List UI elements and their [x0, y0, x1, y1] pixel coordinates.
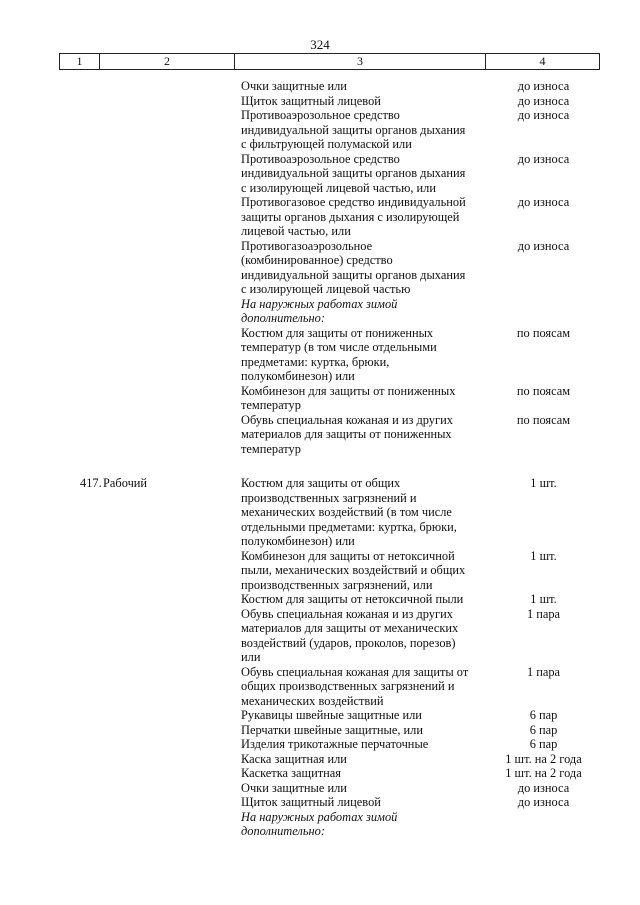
section-note — [0, 810, 640, 839]
item-description: Противогазовое средство индивидуальной защиты органов дыхания с изолирующей лицевой частью, или — [241, 195, 466, 238]
item-norm — [481, 810, 606, 839]
item-description: На наружных работах зимой дополнительно: — [241, 809, 398, 838]
table-body — [0, 79, 640, 839]
table-row — [0, 195, 640, 239]
item-norm: 1 пара — [526, 606, 561, 621]
table-row — [0, 708, 640, 723]
item-norm: 1 пара — [526, 664, 561, 679]
table-row — [0, 592, 640, 607]
item-norm: 1 шт. — [530, 476, 557, 490]
table-row — [0, 239, 640, 297]
item-norm: до износа — [517, 795, 570, 809]
item-description: Обувь специальная кожаная и из других материалов для защиты от механических воздействий (ударов, проколов, порезов) или — [241, 606, 459, 664]
table-row — [0, 737, 640, 752]
table-row — [0, 795, 640, 810]
item-description: Каска защитная или — [241, 751, 347, 766]
item-norm: 1 шт. на 2 года — [505, 751, 582, 766]
section-note — [0, 297, 640, 326]
table-row — [0, 781, 640, 796]
item-description: Костюм для защиты от пониженных температур (в том числе отдельными предметами: куртка, брюки, полукомбинезон) или — [241, 325, 437, 383]
column-header-row — [59, 53, 600, 70]
item-norm: 6 пар — [529, 722, 558, 737]
column-header-2: 2 — [100, 54, 235, 69]
item-norm: до износа — [517, 79, 570, 93]
item-description: Костюм для защиты от нетоксичной пыли — [241, 592, 464, 606]
page-number: 324 — [310, 37, 330, 52]
table-row — [0, 766, 640, 781]
item-norm: по поясам — [516, 412, 571, 427]
item-description: Щиток защитный лицевой — [241, 93, 381, 108]
item-description: Комбинезон для защиты от пониженных температур — [241, 383, 456, 412]
item-description: Обувь специальная кожаная для защиты от общих производственных загрязнений и механических воздействий — [241, 664, 469, 708]
table-row — [0, 549, 640, 593]
column-header-3: 3 — [235, 54, 486, 69]
item-description: Комбинезон для защиты от нетоксичной пыли, механических воздействий и общих производственных загрязнений, или — [241, 548, 466, 592]
table-row — [0, 94, 640, 109]
item-norm: 1 шт. на 2 года — [505, 766, 582, 780]
item-description: Изделия трикотажные перчаточные — [241, 737, 429, 751]
table-row — [0, 79, 640, 94]
item-norm: до износа — [517, 238, 570, 253]
item-description: Противоаэрозольное средство индивидуальной защиты органов дыхания с изолирующей лицевой частью, или — [241, 151, 466, 195]
item-norm: до износа — [517, 93, 570, 108]
column-header-4: 4 — [539, 54, 546, 68]
item-description: Очки защитные или — [241, 780, 347, 795]
item-norm: до износа — [517, 780, 570, 795]
table-row — [0, 723, 640, 738]
item-description: Щиток защитный лицевой — [241, 795, 381, 809]
table-row — [0, 384, 640, 413]
table-row — [0, 665, 640, 709]
entry-417 — [0, 476, 640, 839]
item-description: На наружных работах зимой дополнительно: — [241, 296, 398, 325]
item-description: Противогазоаэрозольное (комбинированное) средство индивидуальной защиты органов дыхания с изолирующей лицевой частью — [241, 238, 466, 296]
occupation-name: Рабочий — [103, 476, 148, 490]
item-norm: 1 шт. — [530, 548, 557, 563]
item-norm: до износа — [517, 195, 570, 209]
item-description: Противоаэрозольное средство индивидуальной защиты органов дыхания с фильтрующей полумаской или — [241, 108, 466, 151]
table-row — [0, 607, 640, 665]
continued-entry — [0, 79, 640, 456]
item-description: Каскетка защитная — [241, 766, 341, 780]
item-description: Очки защитные или — [241, 79, 347, 93]
item-norm: 1 шт. — [530, 592, 557, 606]
table-row — [0, 152, 640, 196]
entry-number: 417. — [80, 476, 102, 490]
item-description: Обувь специальная кожаная и из других материалов для защиты от пониженных температур — [241, 412, 453, 456]
item-norm: по поясам — [516, 325, 571, 340]
column-header-1: 1 — [60, 54, 100, 69]
table-row — [0, 413, 640, 457]
item-description: Костюм для защиты от общих производственных загрязнений и механических воздействий (в том числе отдельными предметами: куртка, брюки, полукомбинезон) или — [241, 476, 457, 548]
entry-separator — [0, 456, 640, 476]
item-description: Перчатки швейные защитные, или — [241, 722, 423, 737]
table-row — [0, 752, 640, 767]
table-row — [0, 108, 640, 152]
item-description: Рукавицы швейные защитные или — [241, 708, 422, 722]
item-norm: 6 пар — [529, 708, 558, 722]
item-norm: по поясам — [516, 383, 571, 398]
item-norm: 6 пар — [529, 737, 558, 751]
item-norm: до износа — [517, 108, 570, 122]
item-norm: до износа — [517, 151, 570, 166]
item-norm — [481, 297, 606, 326]
table-row — [0, 326, 640, 384]
